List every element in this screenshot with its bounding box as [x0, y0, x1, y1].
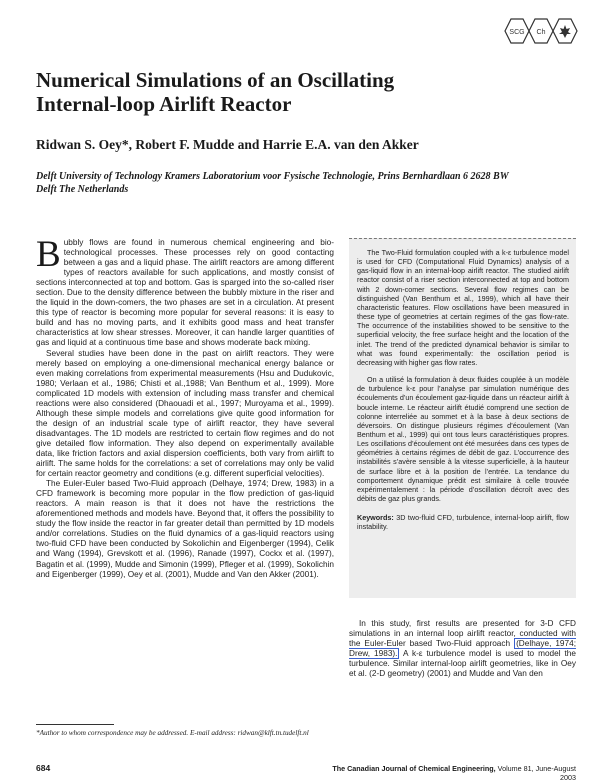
journal-issue: Volume 81, June-August 2003: [497, 764, 576, 782]
abstract-box: [349, 238, 576, 598]
affiliation-line-2: Delft The Netherlands: [36, 184, 129, 195]
body-paragraph-3: The Euler-Euler based Two-Fluid approach (Delhaye, 1974; Drew, 1983) in a CFD framework is becoming more popular in the flow prediction of gas-liquid reactors. A main reason is that it does not have the restrictions the aforementioned methods and models have. Beyond that, it offers the possibility to study the flow inside the reactor in far greater detail than permitted by 1D models and/or correlations. Studies on the fluid dynamics of a gas-liquid reactors using two-fluid CFD have been conducted by Sokolichin and Eigenberger (1994), Celik and Wang (1994), Grevskott et al. (1996), Ranade (1997), Cockx et al. (1997), Bagatin et al. (1999), Mudde and Simonin (1999), Pfleger et al. (1999), Sokolichin and Eigenberger (1999), Oey et al. (2001), Mudde and Van den Akker (2001).: [36, 479, 334, 579]
footnote: *Author to whom correspondence may be addressed. E-mail address: ridwan@klft.tn.tudelft.nl: [36, 729, 309, 737]
article-title: [36, 68, 556, 116]
affiliation-line-1: Delft University of Technology Kramers Laboratorium voor Fysische Technologie, Prins Bernhardlaan 6 2628 BW: [36, 171, 509, 182]
keywords-label: Keywords:: [357, 513, 394, 523]
body-paragraph-4-end: A k-ε turbulence model is used to model the turbulence. Similar internal-loop airlift geometries, like in Oey et al. (2-D geometry) (2001) and Mudde and Van den: [349, 649, 576, 679]
body-left-column: [36, 234, 334, 580]
title-line-1: Numerical Simulations of an Oscillating: [36, 68, 395, 92]
keywords-text: 3D two-fluid CFD, turbulence, internal-loop airlift, flow instability.: [357, 513, 569, 532]
body-paragraph-2: Several studies have been done in the past on airlift reactors. They were merely based on employing a one-dimensional mechanical energy balance or even making correlations from experimental measurements (Hsu and Dudukovic, 1980; Verlaan et al., 1986; Chisti et al.,1988; Van Benthum et al., 1999). More complicated 1D models with extension of including mass transfer and chemical reactions were also considered (Dhaouadi et al., 1997; Muroyama et al., 1999). Although these simple models and correlations give quite good information for the design of an industrial scale type of airlift reactor, they have several disadvantages. The 1D models are restricted to certain flow regimes and do not give detailed flow information. They also depend on experimentally available data, like friction factors and axial dispersion coefficients, both vary from airlift to airlift. The same holds for the correlations: a set of correlations may only be valid for certain reactor geometry and conditions (e.g. different superficial velocities).: [36, 348, 334, 479]
svg-text:SCG: SCG: [509, 29, 525, 36]
journal-footer: [316, 764, 576, 782]
keywords: [357, 513, 569, 531]
affiliation: [36, 170, 576, 196]
title-line-2: Internal-loop Airlift Reactor: [36, 92, 292, 116]
svg-text:Ch: Ch: [536, 29, 546, 36]
cseche-logo: [503, 16, 581, 46]
journal-name: The Canadian Journal of Chemical Engineering,: [332, 764, 496, 773]
footnote-rule: [36, 724, 114, 725]
citation-link[interactable]: (Delhaye, 1974; Drew, 1983).: [349, 639, 576, 659]
body-right-column: [349, 619, 576, 679]
body-paragraph-4-start: In this study, first results are presented for 3-D CFD simulations in an internal loop airlift reactor, conducted with the Euler-Euler based Two-Fluid approach: [349, 619, 576, 649]
page-number: 684: [36, 763, 51, 773]
authors: Ridwan S. Oey*, Robert F. Mudde and Harrie E.A. van den Akker: [36, 137, 419, 152]
body-paragraph-1: [36, 234, 334, 349]
abstract-french: On a utilisé la formulation à deux fluides couplée à un modèle de turbulence k-ε pour l’analyse par simulation numérique des écoulements d’un écoulement gaz-liquide dans un réacteur airlift à boucle interne. Le réacteur airlift étudié comprend une section de colonne interreliée au sommet et à la base à deux sections de déversoirs. On distingue plusieurs régimes d’écoulement (Van Benthum et al., 1999) qui ont tous leurs caractéristiques propres. Les oscillations d’écoulement ont été mesurées dans ces types de géométries à certains régimes de débit de gaz. L’occurrence des instabilités s’avère sensible à la vitesse superficielle, à la hauteur de surface libre et à la position de l’entrée. La tendance du comportement dynamique prédit est similaire à celle trouvée expérimentalement : la période d’oscillation décroît avec des débits de gaz plus grands.: [357, 375, 569, 504]
abstract-english: The Two-Fluid formulation coupled with a k-ε turbulence model is used for CFD (Computational Fluid Dynamics) analysis of a gas-liquid flow in an internal-loop airlift reactor. The studied airlift reactor consist of a riser section interconnected at top and bottom with 2 down-comer sections. Several flow regimes can be distinguished (Van Benthum et al., 1999), which all have their characteristic features. Flow oscillations have been measured in these type of geometries at certain regimes of the gas flow-rate. The occurrence of the instabilities showed to be sensitive to the superficial velocity, the free surface height and the location of the inlet. The trend of the predicted dynamical behavior is similar to what was found experimentally: the oscillation period is decreasing with higher gas flow rates.: [357, 248, 569, 367]
body-paragraph-1-text: ubbly flows are found in numerous chemical engineering and bio-technological processes. These processes rely on good contacting between a gas and a liquid phase. The airlift reactors are among different types of reactors available for such applications, and mostly consist of sections interconnected at top and bottom. Gas is sparged into the so-called riser section. Due to the density difference between the bubbly mixture in the riser and the liquid in the down-comers, the two phases are set in a circulation. At present this type of reactor is becoming more popular for several reasons: it is easy to build and has no moving parts, and it exhibits good mass and heat transfer characteristics at low shear stresses. Moreover, it can handle larger quantities of gas and liquid at a continuous time base and shows moderate back mixing.: [36, 238, 334, 348]
body-paragraph-4: [349, 619, 576, 679]
drop-cap: B: [36, 234, 61, 275]
